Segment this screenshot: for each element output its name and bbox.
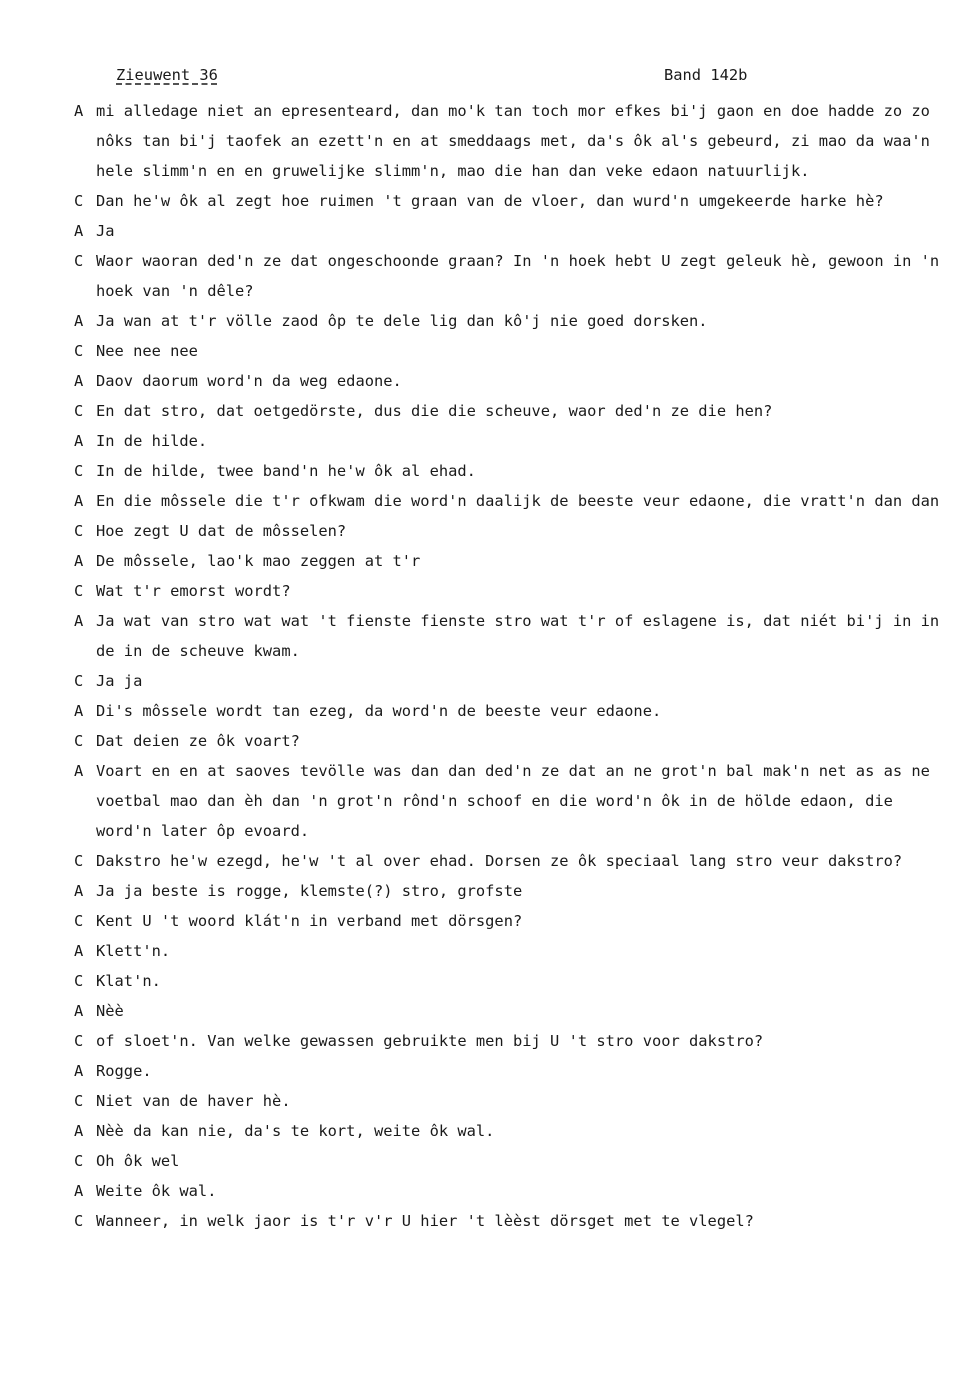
utterance-text: Hoe zegt U dat de môsselen? <box>96 522 347 540</box>
utterance-text: De môssele, lao'k mao zeggen at t'r <box>96 552 421 570</box>
speaker-label: A <box>74 1182 84 1200</box>
utterance-text: Dat deien ze ôk voart? <box>96 732 300 750</box>
utterance-text: In de hilde, twee band'n he'w ôk al ehad. <box>96 462 476 480</box>
transcript-body <box>74 96 954 1236</box>
speaker-label: A <box>74 222 84 240</box>
tape-reference: Band 142b <box>664 66 748 84</box>
dialogue-turn <box>74 546 954 576</box>
dialogue-turn <box>74 1056 954 1086</box>
utterance-text: Klat'n. <box>96 972 161 990</box>
utterance-text: En dat stro, dat oetgedörste, dus die die scheuve, waor ded'n ze die hen? <box>96 402 773 420</box>
utterance-text: of sloet'n. Van welke gewassen gebruikte men bij U 't stro voor dakstro? <box>96 1032 764 1050</box>
utterance-text: Nee nee nee <box>96 342 198 360</box>
dialogue-turn <box>74 1176 954 1206</box>
speaker-label: C <box>74 402 84 420</box>
dialogue-turn <box>74 426 954 456</box>
dialogue-turn <box>74 366 954 396</box>
utterance-text: En die môssele die t'r ofkwam die word'n daalijk de beeste veur edaone, die vratt'n dan dan <box>96 492 940 510</box>
dialogue-turn <box>74 756 954 846</box>
speaker-label: C <box>74 252 84 270</box>
utterance-text: Niet van de haver hè. <box>96 1092 291 1110</box>
dialogue-turn <box>74 306 954 336</box>
speaker-label: A <box>74 942 84 960</box>
utterance-text: Dan he'w ôk al zegt hoe ruimen 't graan van de vloer, dan wurd'n umgekeerde harke hè? <box>96 192 884 210</box>
utterance-text: Weite ôk wal. <box>96 1182 217 1200</box>
dialogue-turn <box>74 726 954 756</box>
utterance-text: mi alledage niet an epresenteard, dan mo'k tan toch mor efkes bi'j gaon en doe hadde zo zo nôks tan bi'j taofek an ezett'n en at smeddaags met, da's ôk al's gebeurd, zi mao da waa'n hele slimm'n en en gruwelijke slimm'n, mao die han dan veke edaon natuurlijk. <box>96 102 930 180</box>
dialogue-turn <box>74 1146 954 1176</box>
speaker-label: A <box>74 552 84 570</box>
utterance-text: Ja wat van stro wat wat 't fienste fienste stro wat t'r of eslagene is, dat niét bi'j in in de in de scheuve kwam. <box>96 612 940 660</box>
dialogue-turn <box>74 606 954 666</box>
speaker-label: A <box>74 1062 84 1080</box>
dialogue-turn <box>74 576 954 606</box>
speaker-label: C <box>74 972 84 990</box>
utterance-text: Wanneer, in welk jaor is t'r v'r U hier 't lèèst dörsget met te vlegel? <box>96 1212 754 1230</box>
dialogue-turn <box>74 666 954 696</box>
speaker-label: C <box>74 1152 84 1170</box>
dialogue-turn <box>74 1026 954 1056</box>
speaker-label: A <box>74 882 84 900</box>
dialogue-turn <box>74 516 954 546</box>
utterance-text: Di's môssele wordt tan ezeg, da word'n de beeste veur edaone. <box>96 702 662 720</box>
dialogue-turn <box>74 876 954 906</box>
utterance-text: Voart en en at saoves tevölle was dan dan ded'n ze dat an ne grot'n bal mak'n net as as ne voetbal mao dan èh dan 'n grot'n rônd'n schoof en die word'n ôk in de hölde edaon, die word'n later ôp evoard. <box>96 762 930 840</box>
speaker-label: C <box>74 672 84 690</box>
speaker-label: C <box>74 522 84 540</box>
speaker-label: A <box>74 492 84 510</box>
speaker-label: A <box>74 762 84 780</box>
utterance-text: Waor waoran ded'n ze dat ongeschoonde graan? In 'n hoek hebt U zegt geleuk hè, gewoon in 'n hoek van 'n dêle? <box>96 252 940 300</box>
dialogue-turn <box>74 996 954 1026</box>
dialogue-turn <box>74 216 954 246</box>
utterance-text: Rogge. <box>96 1062 152 1080</box>
speaker-label: A <box>74 1122 84 1140</box>
dialogue-turn <box>74 936 954 966</box>
dialogue-turn <box>74 1086 954 1116</box>
speaker-label: C <box>74 1212 84 1230</box>
page-header <box>0 66 979 88</box>
dialogue-turn <box>74 186 954 216</box>
dialogue-turn <box>74 846 954 876</box>
utterance-text: In de hilde. <box>96 432 208 450</box>
speaker-label: A <box>74 1002 84 1020</box>
utterance-text: Wat t'r emorst wordt? <box>96 582 291 600</box>
dialogue-turn <box>74 486 954 516</box>
dialogue-turn <box>74 96 954 186</box>
utterance-text: Daov daorum word'n da weg edaone. <box>96 372 402 390</box>
speaker-label: A <box>74 432 84 450</box>
speaker-label: C <box>74 582 84 600</box>
utterance-text: Ja ja beste is rogge, klemste(?) stro, grofste <box>96 882 523 900</box>
utterance-text: Ja wan at t'r völle zaod ôp te dele lig dan kô'j nie goed dorsken. <box>96 312 708 330</box>
dialogue-turn <box>74 696 954 726</box>
dialogue-turn <box>74 396 954 426</box>
speaker-label: C <box>74 462 84 480</box>
dialogue-turn <box>74 456 954 486</box>
utterance-text: Ja ja <box>96 672 143 690</box>
speaker-label: C <box>74 1032 84 1050</box>
dialogue-turn <box>74 906 954 936</box>
speaker-label: C <box>74 1092 84 1110</box>
utterance-text: Oh ôk wel <box>96 1152 180 1170</box>
speaker-label: A <box>74 612 84 630</box>
utterance-text: Kent U 't woord klát'n in verband met dörsgen? <box>96 912 523 930</box>
utterance-text: Klett'n. <box>96 942 171 960</box>
speaker-label: A <box>74 372 84 390</box>
speaker-label: A <box>74 312 84 330</box>
utterance-text: Nèè <box>96 1002 124 1020</box>
utterance-text: Ja <box>96 222 115 240</box>
utterance-text: Dakstro he'w ezegd, he'w 't al over ehad. Dorsen ze ôk speciaal lang stro veur dakstro? <box>96 852 903 870</box>
speaker-label: C <box>74 852 84 870</box>
speaker-label: C <box>74 732 84 750</box>
dialogue-turn <box>74 336 954 366</box>
speaker-label: C <box>74 342 84 360</box>
speaker-label: A <box>74 102 84 120</box>
speaker-label: A <box>74 702 84 720</box>
dialogue-turn <box>74 246 954 306</box>
speaker-label: C <box>74 192 84 210</box>
dialogue-turn <box>74 966 954 996</box>
speaker-label: C <box>74 912 84 930</box>
location-heading: Zieuwent 36 <box>116 66 218 84</box>
dialogue-turn <box>74 1206 954 1236</box>
utterance-text: Nèè da kan nie, da's te kort, weite ôk wal. <box>96 1122 495 1140</box>
dialogue-turn <box>74 1116 954 1146</box>
